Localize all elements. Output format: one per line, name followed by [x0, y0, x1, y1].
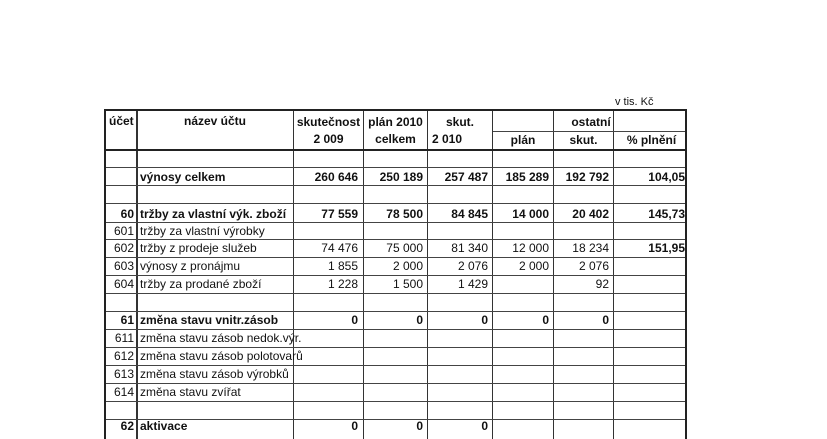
- row-nazev: výnosy z pronájmu: [140, 259, 241, 273]
- row-skut2009: 0: [351, 313, 358, 327]
- row-ucet: 604: [113, 277, 134, 291]
- row-ucet: 612: [113, 349, 134, 363]
- row-plan2010: 0: [416, 313, 423, 327]
- unit-label: v tis. Kč: [615, 96, 654, 108]
- header-skut2010: skut.: [445, 115, 474, 129]
- row-skut2010: 2 076: [457, 259, 488, 273]
- row-plan2010: 250 189: [379, 170, 423, 184]
- row-ucet: 611: [114, 331, 134, 345]
- header-skut2010-year: 2 010: [432, 132, 463, 146]
- row-ucet: 60: [120, 207, 134, 221]
- row-nazev: tržby za prodané zboží: [140, 277, 262, 291]
- row-skut2009: 1 228: [327, 277, 358, 291]
- header-plneni: % plnění: [626, 133, 677, 147]
- row-plneni: 104,05: [648, 170, 685, 184]
- row-nazev: aktivace: [140, 419, 188, 433]
- row-plan: 14 000: [512, 207, 549, 221]
- row-skut2009: 77 559: [321, 207, 358, 221]
- row-nazev: změna stavu zásob nedok.výr.: [140, 331, 302, 345]
- row-plan: 2 000: [518, 259, 549, 273]
- row-plneni: 151,95: [648, 241, 685, 255]
- header-ostatni: ostatní: [571, 115, 611, 129]
- row-ucet: 62: [120, 419, 134, 433]
- row-ucet: 603: [113, 259, 134, 273]
- row-skut2009: 260 646: [314, 170, 358, 184]
- row-skut2010: 1 429: [457, 277, 488, 291]
- row-skut2010: 0: [481, 419, 488, 433]
- row-skut2010: 0: [481, 313, 488, 327]
- row-skut: 192 792: [565, 170, 609, 184]
- row-nazev: změna stavu zásob polotovarů: [140, 349, 303, 363]
- row-ucet: 61: [120, 313, 134, 327]
- header-skut2009-year: 2 009: [313, 132, 344, 146]
- header-bottom-line: [106, 149, 685, 151]
- grid-line: [106, 293, 685, 294]
- grid-line: [106, 203, 685, 204]
- header-nazev: název účtu: [183, 114, 246, 128]
- row-ucet: 602: [113, 241, 134, 255]
- row-plan: 0: [542, 313, 549, 327]
- row-plan2010: 2 000: [392, 259, 423, 273]
- row-skut2010: 257 487: [444, 170, 488, 184]
- row-plan2010: 0: [416, 419, 423, 433]
- row-skut: 18 234: [572, 241, 609, 255]
- grid-line: [106, 185, 685, 186]
- row-plan: 12 000: [512, 241, 549, 255]
- header-skut2009: skutečnost: [296, 115, 361, 129]
- header-plan2010: plán 2010: [368, 115, 423, 129]
- row-nazev: změna stavu zvířat: [140, 385, 241, 399]
- row-nazev: tržby za vlastní výk. zboží: [140, 207, 287, 221]
- row-plan2010: 75 000: [386, 241, 423, 255]
- row-skut: 2 076: [578, 259, 609, 273]
- row-plneni: 145,73: [648, 207, 685, 221]
- row-ucet: 601: [113, 224, 134, 238]
- row-plan2010: 78 500: [386, 207, 423, 221]
- row-nazev: změna stavu zásob výrobků: [140, 367, 289, 381]
- row-ucet: 614: [113, 385, 134, 399]
- row-skut: 20 402: [572, 207, 609, 221]
- grid-line: [106, 401, 685, 402]
- row-plan2010: 1 500: [392, 277, 423, 291]
- row-skut2009: 1 855: [327, 259, 358, 273]
- header-ucet: účet: [109, 114, 134, 128]
- row-nazev: tržby za vlastní výrobky: [140, 224, 265, 238]
- row-ucet: 613: [113, 367, 134, 381]
- grid-line: [106, 167, 685, 168]
- row-nazev: tržby z prodeje služeb: [140, 241, 257, 255]
- header-plan: plán: [510, 133, 536, 147]
- row-skut: 0: [602, 313, 609, 327]
- header-skut: skut.: [569, 133, 598, 147]
- row-skut2009: 74 476: [321, 241, 358, 255]
- row-skut2010: 81 340: [451, 241, 488, 255]
- row-skut2010: 84 845: [451, 207, 488, 221]
- row-nazev: změna stavu vnitr.zásob: [140, 313, 279, 327]
- budget-table: [104, 109, 687, 439]
- row-skut2009: 0: [351, 419, 358, 433]
- row-nazev: výnosy celkem: [140, 170, 226, 184]
- row-plan: 185 289: [505, 170, 549, 184]
- header-plan2010-total: celkem: [375, 132, 416, 146]
- row-skut: 92: [595, 277, 609, 291]
